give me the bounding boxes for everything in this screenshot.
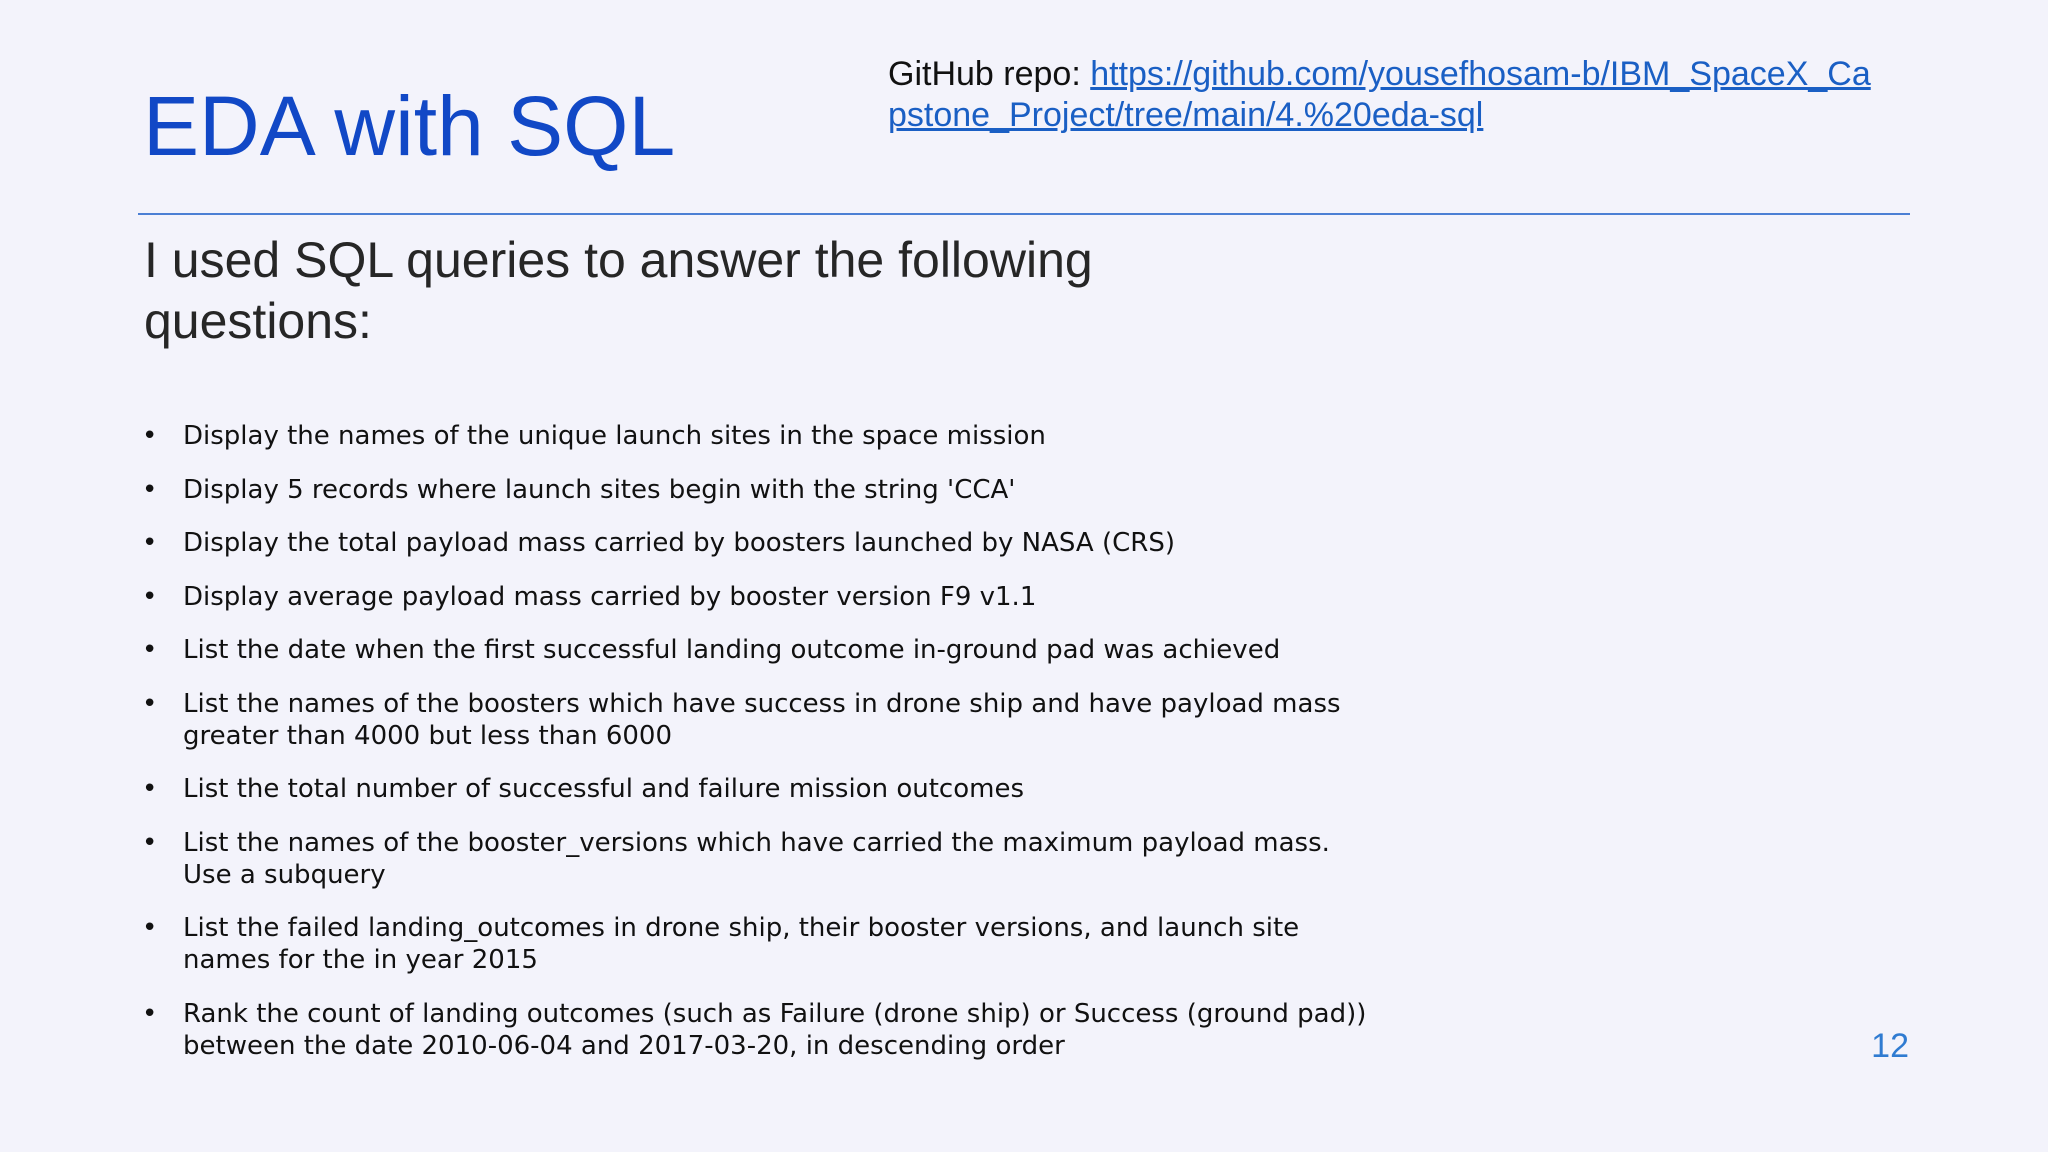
list-item	[140, 474, 1380, 506]
bullet-icon: •	[142, 421, 158, 451]
question-text: Display the names of the unique launch sites in the space mission	[183, 421, 1046, 451]
question-text: Display average payload mass carried by booster version F9 v1.1	[183, 581, 1037, 612]
question-text: List the names of the booster_versions which have carried the maximum payload mass. Use a subquery	[183, 827, 1330, 890]
question-text: List the failed landing_outcomes in drone ship, their booster versions, and launch site names for the in year 2015	[183, 913, 1300, 975]
bullet-icon: •	[142, 688, 158, 719]
list-item	[140, 998, 1380, 1062]
bullet-icon: •	[142, 635, 158, 665]
github-repo-line	[888, 54, 1888, 136]
list-item	[140, 688, 1380, 752]
list-item	[140, 634, 1380, 666]
bullet-icon: •	[142, 474, 158, 505]
list-item	[140, 773, 1380, 805]
bullet-icon: •	[142, 528, 158, 558]
bullet-icon: •	[142, 581, 158, 612]
question-text: List the total number of successful and failure mission outcomes	[183, 774, 1024, 804]
question-list	[140, 420, 1380, 1083]
question-text: Display the total payload mass carried by boosters launched by NASA (CRS)	[183, 528, 1175, 558]
slide-title: EDA with SQL	[143, 79, 676, 173]
bullet-icon: •	[142, 998, 158, 1029]
question-text: Rank the count of landing outcomes (such as Failure (drone ship) or Success (ground pad)) between the date 2010-06-04 and 2017-03-20, in descending order	[183, 998, 1367, 1061]
list-item	[140, 527, 1380, 559]
bullet-icon: •	[142, 913, 158, 943]
list-item	[140, 912, 1380, 976]
list-item	[140, 420, 1380, 452]
question-text: Display 5 records where launch sites begin with the string 'CCA'	[183, 474, 1016, 505]
list-item	[140, 581, 1380, 613]
question-text: List the names of the boosters which have success in drone ship and have payload mass greater than 4000 but less than 6000	[183, 688, 1341, 751]
repo-label: GitHub repo:	[888, 55, 1081, 93]
repo-link[interactable]: https://github.com/yousefhosam-b/IBM_SpaceX_Capstone_Project/tree/main/4.%20eda-sql	[888, 55, 1871, 134]
list-item	[140, 827, 1380, 891]
page-number: 12	[1871, 1027, 1909, 1065]
slide-subtitle: I used SQL queries to answer the following questions:	[144, 232, 1093, 349]
title-divider	[138, 213, 1910, 215]
bullet-icon: •	[142, 827, 158, 858]
question-text: List the date when the first successful landing outcome in-ground pad was achieved	[183, 635, 1281, 665]
bullet-icon: •	[142, 774, 158, 804]
